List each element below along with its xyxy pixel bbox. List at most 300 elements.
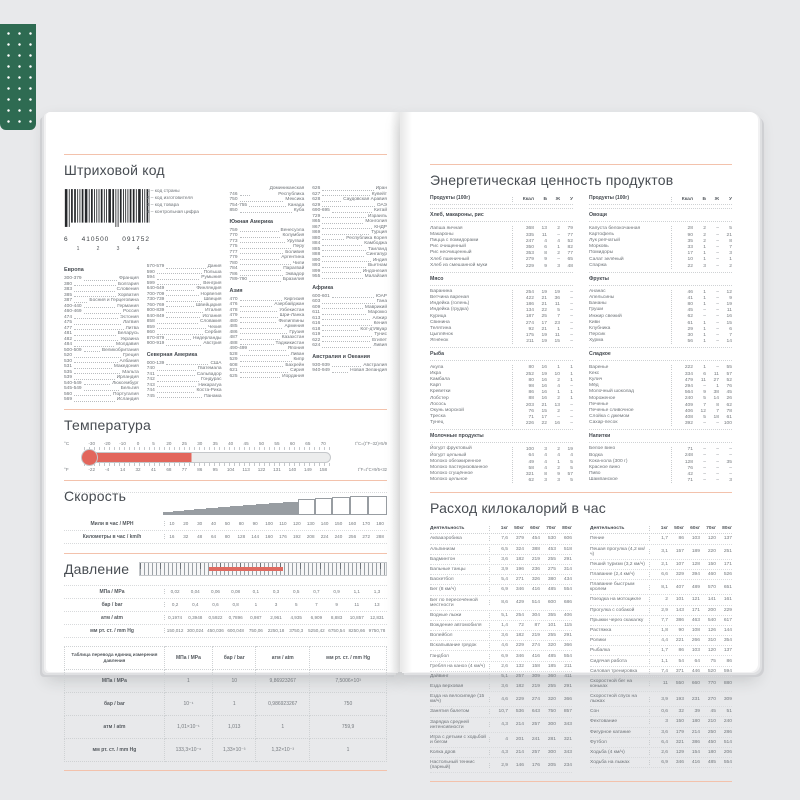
column-header: Ж [714, 197, 719, 203]
food-value: 52 [567, 238, 573, 244]
food-values [671, 290, 732, 295]
value-cell: 8250,66 [348, 628, 366, 634]
country-code: 486 [229, 329, 238, 335]
food-values [512, 403, 573, 408]
food-value: 1 [703, 339, 706, 345]
pressure-row [64, 625, 387, 638]
activity-name: Вскапывание грядок [430, 643, 477, 649]
food-value: 2 [557, 226, 560, 232]
food-value: 26 [726, 396, 732, 402]
food-value: 7 [703, 402, 706, 408]
value-cell: 4,935 [290, 615, 302, 621]
dotted-leader [240, 322, 277, 323]
food-value: 45 [687, 308, 693, 314]
activity-value: 189 [691, 549, 700, 555]
food-values [671, 239, 732, 244]
value-cell: 8,883 [330, 615, 343, 621]
food-name: Карп [430, 383, 441, 389]
value-cell: 10,857 [349, 615, 364, 621]
dotted-leader [84, 280, 117, 281]
column-header: Продукты (100г) [430, 195, 471, 202]
food-value: 2 [703, 238, 706, 244]
activity-value: 530 [547, 536, 556, 542]
dotted-leader [157, 392, 195, 393]
food-value: 9 [557, 472, 560, 477]
food-value: 335 [525, 232, 534, 238]
activity-value: 4,3 [501, 750, 508, 756]
country-name: КНДР [374, 224, 387, 230]
food-value: 6 [544, 244, 547, 250]
tick-value: 0 [136, 440, 140, 446]
food-value: 1 [716, 383, 719, 389]
food-value: – [570, 295, 573, 301]
food-value: – [570, 408, 573, 414]
conv-value-cell: 1 [256, 715, 310, 738]
activity-row [590, 656, 732, 666]
activity-value: 686 [563, 600, 572, 606]
dotted-leader [74, 373, 120, 374]
country-name: Израиль [368, 213, 387, 219]
food-value: 98 [528, 383, 534, 389]
activity-value: 7,6 [501, 536, 508, 542]
country-code: 608 [229, 362, 238, 368]
section-rule [430, 781, 732, 782]
activity-value: 8,6 [501, 600, 508, 606]
food-values [512, 409, 573, 414]
activity-value: 3,6 [661, 729, 668, 735]
dotted-leader [74, 318, 118, 319]
food-value: 1 [570, 396, 573, 402]
value-cell: 0,08 [231, 589, 241, 595]
country-code: 870-879 [146, 335, 165, 341]
food-value: 222 [684, 365, 693, 371]
country-code: 480 [229, 318, 238, 324]
country-code: 865 [312, 219, 321, 224]
dotted-leader [332, 366, 361, 367]
value-cell: 6,909 [310, 615, 323, 621]
country-code: 760-769 [146, 302, 165, 308]
value-cell: 0,8 [232, 602, 239, 608]
country-code: 730-739 [146, 297, 165, 302]
dotted-leader [322, 319, 370, 320]
country-name: Доминиканская Республика [269, 186, 305, 197]
activity-row [590, 595, 732, 605]
activity-values [489, 567, 572, 572]
food-name: Апельсины [589, 295, 615, 301]
country-code: 930-939 [312, 362, 330, 368]
activity-row [430, 621, 572, 631]
food-name: Камбала [430, 376, 450, 382]
conversion-formula: t°C=(t°F−32)×5/9 [355, 440, 387, 446]
activity-row [590, 560, 732, 570]
conv-value-cell: 1,01×10⁻¹ [164, 715, 212, 738]
food-values [671, 264, 732, 269]
tick-value: 55 [274, 440, 280, 446]
dotted-leader [240, 361, 292, 362]
activity-value: 660 [691, 681, 700, 687]
column-header: 50кг [514, 526, 524, 532]
country-code: 754-755 [229, 202, 248, 208]
activity-value: 157 [675, 549, 684, 555]
speed-square [230, 506, 243, 515]
food-value: 5 [570, 459, 573, 465]
dotted-leader [166, 364, 208, 365]
food-value: 36 [554, 295, 560, 301]
country-code: 387 [64, 298, 73, 303]
country-code: 888 [312, 252, 321, 257]
activity-value: 255 [547, 556, 556, 562]
activity-value: 750 [547, 709, 556, 715]
activity-value: 343 [563, 722, 572, 728]
activity-value: 54 [678, 658, 684, 664]
dotted-leader [240, 306, 273, 307]
activity-name: Плавание быстрым кролем [590, 582, 635, 593]
dotted-leader [322, 256, 364, 257]
food-name: Морковь [589, 244, 609, 250]
food-value: – [716, 289, 719, 295]
country-code: 488 [229, 340, 238, 346]
value-cell: 0,02 [170, 589, 180, 595]
country-code: 535 [64, 369, 73, 375]
dotted-leader [74, 368, 112, 369]
food-value: – [729, 447, 732, 453]
food-value: 350 [525, 244, 534, 250]
value-cell: 300,024 [186, 628, 204, 634]
country-code: 626 [312, 186, 321, 191]
activity-row [590, 667, 732, 677]
activity-name: Футбол [590, 739, 607, 745]
food-values [671, 472, 732, 477]
activity-name: Растяжка [590, 627, 612, 633]
value-cell: 208 [306, 534, 315, 540]
activity-section-title: Расход килокалорий в час [430, 500, 606, 517]
food-values [671, 314, 732, 319]
food-values [512, 415, 573, 420]
activity-name: Прогулка с собакой [590, 607, 635, 613]
activity-value: 1,7 [661, 536, 668, 542]
food-name: Макароны [430, 231, 454, 237]
food-row [430, 262, 573, 268]
conv-value-cell: 1 [213, 692, 256, 715]
food-value: 368 [525, 226, 534, 232]
country-name: Алжир [372, 315, 387, 321]
activity-values [489, 577, 572, 582]
activity-value: 7,7 [661, 617, 668, 623]
country-name: Болгария [117, 281, 139, 287]
dotted-leader [157, 375, 195, 376]
activity-value: 651 [723, 584, 732, 590]
food-value: 128 [684, 459, 693, 465]
activity-value: 526 [723, 572, 732, 578]
activity-value: 291 [563, 633, 572, 639]
food-value: – [703, 421, 706, 427]
activity-value: 11 [662, 681, 668, 687]
activity-value: 429 [515, 600, 524, 606]
value-cell: 176 [279, 534, 287, 540]
activity-values [649, 572, 732, 577]
food-value: 61 [687, 320, 693, 326]
food-value: – [716, 459, 719, 465]
country-code: 900-919 [146, 341, 165, 346]
country-name: Тунис [374, 332, 387, 337]
activity-values [649, 697, 732, 702]
country-code: 383 [64, 287, 73, 292]
food-value: 16 [541, 365, 547, 371]
country-code: 600-601 [312, 293, 330, 299]
dotted-leader [74, 379, 115, 380]
tick-value: 86 [197, 466, 203, 472]
activity-value: 309 [531, 673, 540, 679]
country-code: 484 [64, 342, 73, 347]
food-section-header: Молочные продукты [430, 429, 573, 443]
country-name: Словакия [199, 319, 222, 324]
speed-square [315, 498, 332, 514]
country-name: Кувейт [371, 191, 387, 197]
tick-value: -4 [105, 466, 110, 472]
conv-value-cell: 1 [310, 738, 387, 761]
country-code: 627 [312, 191, 321, 197]
column-header: Б [543, 197, 547, 203]
activity-value: 150 [707, 561, 716, 567]
dotted-leader [322, 223, 363, 224]
country-name: Египет [372, 337, 387, 343]
dotted-leader [240, 344, 274, 345]
food-values [512, 372, 573, 377]
dotted-leader [74, 296, 116, 297]
food-values [512, 314, 573, 319]
legend-line: 3 – код товара [146, 203, 179, 208]
dotted-leader [240, 264, 291, 265]
food-name: Рис очищенный [430, 244, 467, 250]
activity-row [430, 565, 572, 575]
country-code: 745 [146, 393, 155, 399]
dotted-leader [157, 386, 197, 387]
food-name: Спаржа [589, 262, 607, 268]
activity-name: Бег по пересечённой местности [430, 597, 478, 608]
food-value: 17 [687, 251, 693, 257]
activity-value: 254 [515, 612, 524, 618]
activity-values [489, 709, 572, 714]
food-value: – [570, 326, 573, 332]
food-value: 175 [525, 333, 534, 338]
square-cell [184, 510, 195, 515]
food-values [512, 296, 573, 301]
minor-ticks [84, 447, 331, 450]
value-cell: 0,6 [212, 602, 219, 608]
food-value: 2 [557, 377, 560, 383]
country-code: 478 [229, 307, 238, 313]
country-code-row [312, 274, 387, 280]
legend-line: 4 – контрольная цифра [146, 210, 199, 215]
food-value: – [716, 232, 719, 238]
dotted-leader [322, 272, 360, 273]
food-value: 3 [557, 263, 560, 269]
country-code: 628 [312, 197, 321, 202]
food-value: 1 [570, 390, 573, 396]
food-values [512, 226, 573, 231]
activity-name: Бег (8 км/ч) [430, 587, 456, 593]
activity-row [590, 692, 732, 707]
activity-value: 3,6 [501, 633, 508, 639]
row-values [164, 615, 387, 620]
activity-value: 211 [564, 663, 572, 669]
country-code: 700-709 [146, 291, 165, 297]
country-name: Венесуэла [280, 227, 305, 233]
thermometer-row [64, 446, 387, 467]
food-name: Хлеб пшеничный [430, 256, 470, 262]
dotted-leader [322, 267, 366, 268]
activity-table [430, 524, 572, 773]
dotted-leader [249, 350, 285, 351]
dotted-leader [166, 290, 194, 291]
food-values [671, 327, 732, 332]
food-name: Слойка с джемом [589, 414, 630, 420]
activity-value: 416 [531, 587, 540, 593]
activity-row [430, 707, 572, 717]
activity-value: 514 [531, 600, 540, 606]
tick-value: 122 [257, 466, 266, 472]
barcode-digit-markers [68, 246, 148, 252]
food-values [671, 390, 732, 395]
food-value: – [703, 447, 706, 453]
region-header: Австралия и Океания [312, 353, 371, 360]
food-value: 100 [723, 421, 732, 427]
value-cell: 160 [265, 534, 273, 540]
activity-value: 463 [691, 617, 700, 623]
country-name: Саудовская Аравия [343, 197, 387, 202]
food-values [512, 466, 573, 471]
activity-row [590, 616, 732, 626]
country-code: 475 [64, 320, 73, 325]
activity-value: 4,4 [661, 638, 668, 644]
food-value: 1 [703, 257, 706, 263]
food-values [512, 365, 573, 370]
country-code: 594 [146, 275, 155, 280]
tick-value: -22 [88, 466, 96, 472]
activity-value: 346 [515, 653, 524, 659]
value-cell: 48 [197, 534, 203, 540]
country-code: 770 [229, 233, 238, 238]
activity-value: 6,5 [501, 546, 508, 552]
food-value: 4 [557, 453, 560, 459]
country-name: Ливия [373, 343, 387, 348]
row-label: мм рт. ст. / mm Hg [90, 627, 134, 634]
country-name: Казахстан [281, 335, 305, 340]
country-name: Узбекистан [279, 307, 305, 313]
food-values [671, 296, 732, 301]
cover-corner-polka-dots [0, 24, 36, 130]
activity-values [489, 600, 572, 605]
activity-value: 210 [707, 719, 716, 725]
activity-values [649, 638, 732, 643]
value-cell: 170 [362, 521, 371, 527]
food-value: – [716, 333, 719, 338]
country-name: Ливан [290, 351, 305, 357]
country-code: 780 [229, 260, 238, 266]
activity-value: 394 [691, 572, 700, 578]
dotted-leader [322, 330, 358, 331]
country-name: Никарагуа [198, 382, 222, 388]
food-value: – [716, 365, 719, 371]
food-value: 15 [726, 320, 732, 326]
value-cell: 7 [315, 602, 318, 608]
food-values [671, 478, 732, 483]
dotted-leader [157, 370, 196, 371]
country-code: 400-440 [64, 303, 82, 309]
food-value: 86 [528, 390, 534, 396]
country-name: Япония [287, 346, 305, 351]
conv-header-cell: атм / atm [256, 646, 310, 669]
food-value: 16 [554, 421, 560, 427]
activity-values [489, 547, 572, 552]
activity-values [489, 674, 572, 679]
country-name: Марокко [368, 310, 387, 315]
food-value: – [570, 320, 573, 326]
food-name: Груши [589, 307, 604, 313]
value-cell: 0,987 [250, 615, 262, 621]
dotted-leader [322, 206, 375, 207]
barcode-number-group: 410500 [81, 236, 110, 243]
country-name: Португалия [113, 391, 139, 397]
dotted-leader [322, 303, 374, 304]
food-value: – [716, 314, 719, 320]
activity-name: Гандбол [430, 653, 449, 659]
food-values [671, 233, 732, 238]
food-value: 134 [525, 308, 534, 314]
food-section-header: Хлеб, макароны, рис [430, 208, 573, 222]
food-value: 21 [726, 232, 732, 238]
value-cell: 13 [374, 602, 380, 608]
dotted-leader [240, 372, 289, 373]
food-values [671, 321, 732, 326]
country-code: 779 [229, 255, 238, 260]
food-section-header: Фрукты [589, 272, 732, 286]
activity-value: 324 [515, 546, 524, 552]
food-value: 7 [729, 333, 732, 338]
activity-value: 86 [678, 648, 684, 654]
dotted-leader [240, 201, 284, 202]
country-code: 380 [64, 281, 73, 287]
activity-value: 570 [707, 584, 716, 590]
activity-value: 274 [531, 643, 540, 649]
activity-value: 606 [563, 536, 572, 542]
speed-square [184, 510, 195, 515]
activity-value: 10,7 [498, 709, 508, 715]
dotted-leader [166, 339, 191, 340]
food-value: 29 [687, 326, 693, 332]
food-value: 9 [544, 257, 547, 263]
country-name: Кот-д’Ивуар [360, 326, 387, 332]
activity-value: 3 [665, 719, 668, 725]
food-value: 1 [570, 377, 573, 383]
food-value: 1 [729, 257, 732, 263]
activity-row [430, 718, 572, 733]
column-header: Продукты (100г) [589, 195, 630, 202]
dotted-leader [332, 372, 348, 373]
food-value: – [570, 339, 573, 345]
barcode-column [230, 186, 305, 403]
food-value: 77 [567, 232, 573, 238]
activity-value: 346 [515, 587, 524, 593]
tick-value: 158 [319, 466, 328, 472]
dotted-leader [240, 195, 250, 196]
activity-values [649, 740, 732, 745]
activity-value: 171 [723, 561, 732, 567]
activity-value: 150 [675, 719, 684, 725]
activity-values [489, 684, 572, 689]
square-cell [194, 509, 205, 515]
value-cell: 0,2 [171, 602, 179, 608]
